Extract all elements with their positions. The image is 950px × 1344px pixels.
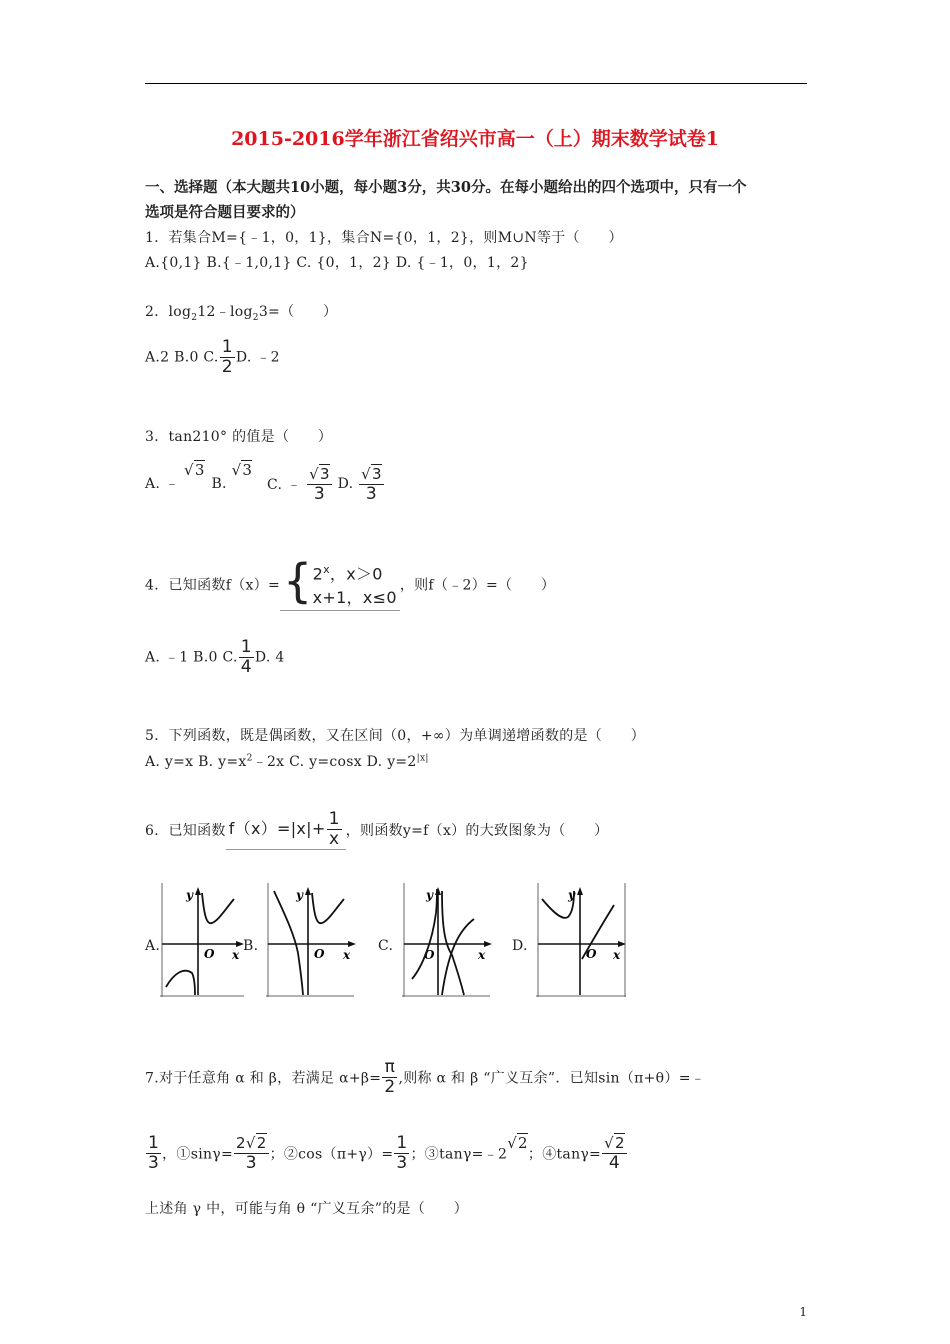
q7-stem-line1: 7.对于任意角 α 和 β，若满足 α+β= $\frac{\pi}{2}$ ,则称 α 和 β “广义互余”．已知sin（π+θ）=﹣ [145,1057,706,1097]
q7-option4-fraction: $\frac{√2}{4}$ [604,1134,625,1173]
q6-graph-d [536,883,628,999]
graph-b-x-label: x [343,948,351,962]
header-rule [145,83,807,84]
graph-c-origin: O [424,948,435,962]
q3-options: A. ﹣ √3 B. √3 C. ﹣ $\frac{√3}{3}$ D. $\frac{√3}{3}$ [145,461,382,504]
graph-c-y-label: y [426,888,433,902]
section-heading-line1: 一、选择题（本大题共10小题，每小题3分，共30分。在每小题给出的四个选项中，只有一个 [145,179,747,196]
graph-a-origin: O [204,947,215,961]
q4-piecewise: {2$^x$，x＞0 x+1，x≤0 [280,558,400,611]
q7-stem-line2: $\frac{1}{3}$ ，①sinγ= $\frac{2√2}{3}$ ；②cos（π+γ）= $\frac{1}{3}$ ；③tanγ=﹣2√2；④tanγ= $\frac{√2}{4}$ [148,1133,625,1173]
graph-d-x-label: x [613,948,621,962]
q4-fraction: $\frac{1}{4}$ [240,637,252,677]
q3-d-fraction: $\frac{√3}{3}$ [361,464,382,504]
q2-options: A.2 B.0 C. $\frac{1}{2}$ D. ﹣2 [145,337,280,377]
q7-pi-half: $\frac{\pi}{2}$ [384,1057,396,1097]
q6-graph-a [160,883,246,999]
q6-stem: 6．已知函数 f（x）=|x|+ $\frac{1}{x}$ ，则函数y=f（x）的大致图象为（ ） [145,809,609,849]
q6-option-d-label: D. [512,938,528,954]
q7-option2-fraction: $\frac{1}{3}$ [396,1133,408,1173]
q4-stem: 4．已知函数$f(x)=\{2^x$，x＞0 x+1，x≤0，则f（﹣2）=（ ） [145,558,555,611]
q2-fraction: $\frac{1}{2}$ [221,337,233,377]
graph-b-y-label: y [296,888,303,902]
q4-options: A. ﹣1 B.0 C. $\frac{1}{4}$ D. 4 [145,637,285,677]
q1-options: A.{0,1} B.{﹣1,0,1} C. {0，1，2} D. {﹣1，0，1，2} [145,255,529,271]
q1-stem: 1．若集合M={﹣1，0，1}，集合N={0，1，2}，则M∪N等于（ ） [145,230,623,246]
q6-graph-c [402,883,492,999]
q5-options: A. y=x B. $y=x^2﹣2x$ C. y=cosx D. $y=2^{|x|}$ [145,753,429,770]
graph-a-y-label: y [186,888,193,902]
q6-function: f（x）=|x|+ $\frac{1}{x}$ [226,810,346,850]
q6-option-c-label: C. [378,938,394,954]
graph-b-origin: O [314,947,325,961]
q5-stem: 5．下列函数，既是偶函数，又在区间（0，+∞）为单调递增函数的是（ ） [145,728,646,744]
section-heading-line2: 选项是符合题目要求的） [145,204,305,221]
page-number: 1 [799,1305,807,1319]
q2-stem: 2．$\log_212﹣\log_23=$（ ） [145,304,338,323]
graph-d-origin: O [586,947,597,961]
page-title: 2015-2016学年浙江省绍兴市高一（上）期末数学试卷1 [231,128,719,150]
graph-d-y-label: y [568,888,575,902]
q3-stem: 3．tan210° 的值是（ ） [145,429,333,445]
q7-option1-fraction: $\frac{2√2}{3}$ [236,1134,267,1173]
graph-c-x-label: x [478,948,486,962]
q6-graph-b [266,883,356,999]
q6-option-b-label: B. [243,938,259,954]
q6-option-a-label: A. [145,938,161,954]
graph-a-x-label: x [232,948,240,962]
q7-stem-line3: 上述角 γ 中，可能与角 θ “广义互余”的是（ ） [145,1201,469,1217]
q3-c-fraction: $\frac{√3}{3}$ [309,464,330,504]
